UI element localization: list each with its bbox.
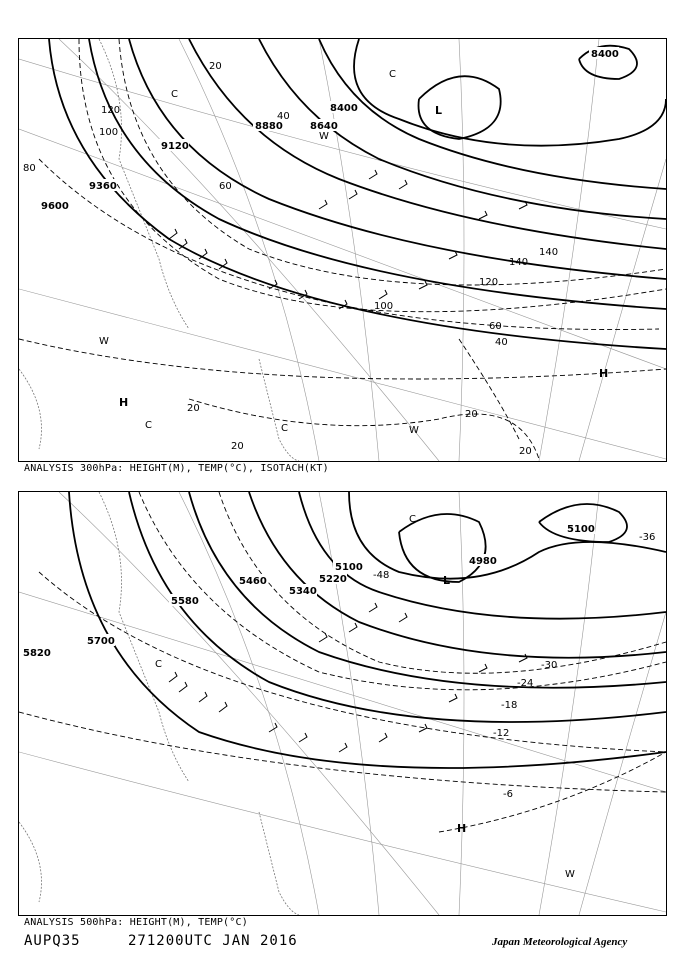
map-300hpa-drawing [19,39,666,461]
wind-barbs [169,603,527,752]
thermal-marks [155,514,575,880]
height-label: 8880 [255,121,283,132]
height-label: 9360 [89,181,117,192]
isotherm-label: -24 [517,678,534,689]
cold-mark: C [171,89,178,100]
map-500hpa [18,491,667,916]
isotach-label: 120 [479,277,499,288]
isotach-label: 20 [465,409,478,420]
height-label: 5820 [23,648,51,659]
isotach-label: 100 [374,301,394,312]
isotherm-label: -6 [503,789,513,800]
valid-time: 271200UTC JAN 2016 [128,933,298,949]
height-labels [39,47,619,212]
caption-300hpa: ANALYSIS 300hPa: HEIGHT(M), TEMP(°C), ISOTACH(KT) [24,463,329,474]
warm-mark: W [565,869,575,880]
cold-mark: C [155,659,162,670]
warm-mark: W [409,425,419,436]
height-label: 8640 [310,121,338,132]
height-label: 5340 [289,586,317,597]
graticule [19,492,666,915]
height-label: 5580 [171,596,199,607]
cold-mark: C [281,423,288,434]
height-label: 5220 [319,574,347,585]
height-label: 8400 [591,49,619,60]
height-label: 5460 [239,576,267,587]
isotach-label: 40 [495,337,508,348]
cold-mark: C [409,514,416,525]
agency-name: Japan Meteorological Agency [492,936,628,948]
cold-mark: C [145,420,152,431]
coastlines [19,39,299,461]
isotach-label: 60 [219,181,232,192]
isotach-label: 60 [489,321,502,332]
isotach-label: 80 [23,163,36,174]
isotach-label: 40 [277,111,290,122]
isotach-label: 140 [539,247,559,258]
height-label: 4980 [469,556,497,567]
height-label: 5100 [567,524,595,535]
cold-mark: C [389,69,396,80]
coastlines [19,492,299,915]
low-center: L [443,574,451,587]
product-code: AUPQ35 [24,933,81,949]
height-label: 8400 [330,103,358,114]
high-center: H [599,367,609,380]
isotach-label: 20 [231,441,244,452]
isotach-labels [23,61,558,457]
map-300hpa [18,38,667,462]
isotach-label: 140 [509,257,529,268]
isotach-label: 120 [101,105,121,116]
height-label: 9120 [161,141,189,152]
isotach-label: 100 [99,127,119,138]
high-center: H [457,822,467,835]
isotherm-labels [373,532,655,800]
warm-mark: W [319,131,329,142]
isotach-label: 20 [209,61,222,72]
low-center: L [435,104,443,117]
map-500hpa-drawing [19,492,666,915]
isotherm-label: -36 [639,532,656,543]
high-center: H [119,396,129,409]
isotach-label: 20 [519,446,532,457]
caption-500hpa: ANALYSIS 500hPa: HEIGHT(M), TEMP(°C) [24,917,248,928]
height-label: 5700 [87,636,115,647]
warm-mark: W [99,336,109,347]
height-label: 5100 [335,562,363,573]
isotherm-label: -48 [373,570,390,581]
height-label: 9600 [41,201,69,212]
isotach-label: 20 [187,403,200,414]
isotherm-label: -30 [541,660,558,671]
isotherm-label: -12 [493,728,510,739]
height-labels [21,522,595,659]
isotherm-label: -18 [501,700,518,711]
